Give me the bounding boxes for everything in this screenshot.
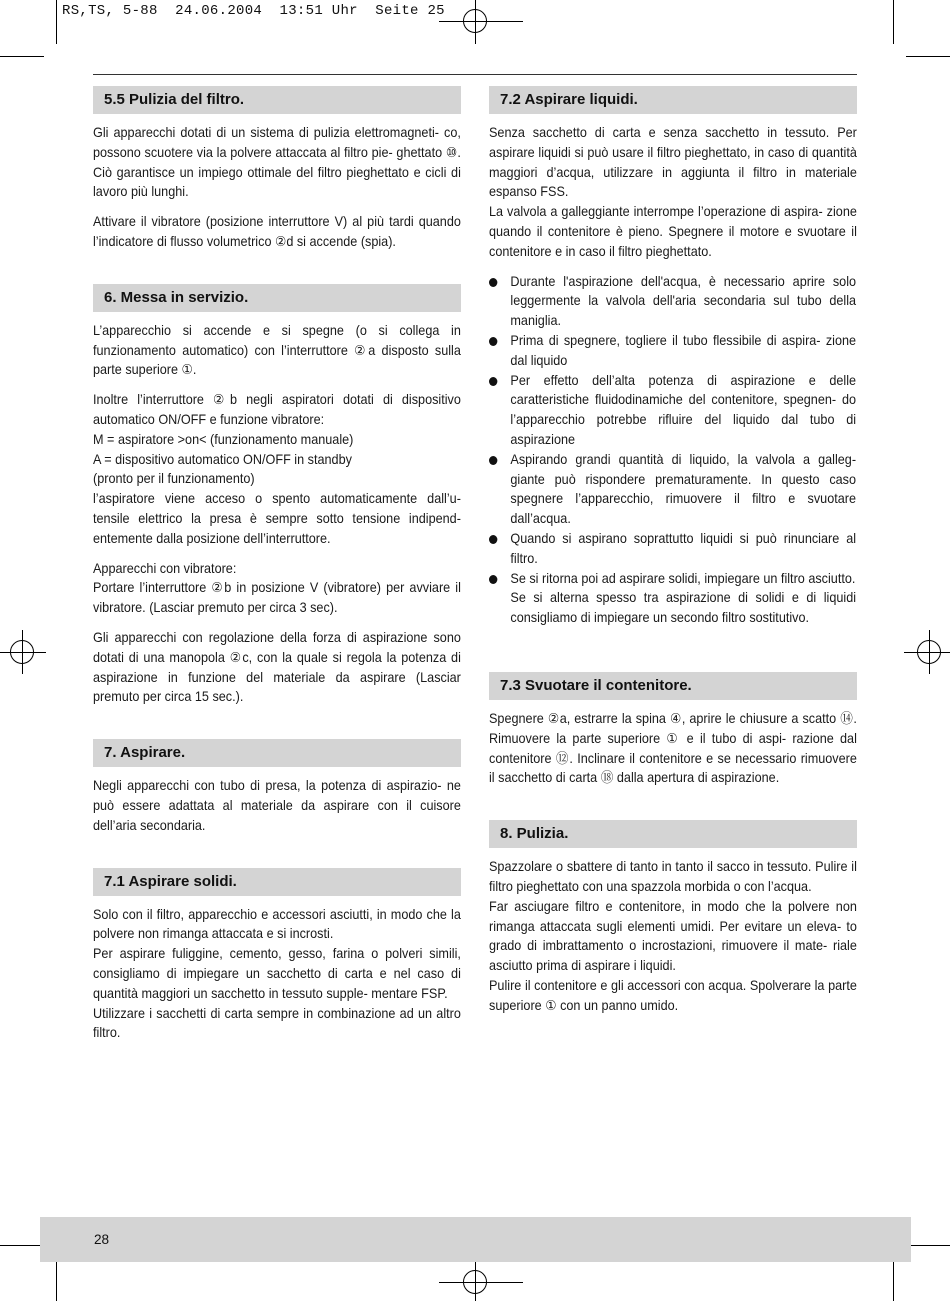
bullet-list [489,272,857,628]
bullet-icon [489,535,497,544]
paragraph-block [93,905,461,1044]
bullet-icon [489,456,497,465]
crop-mark-top-left-v [56,0,57,44]
crop-mark-top-right-v [893,0,894,44]
paragraph-block [489,123,857,262]
section-5-5 [93,86,461,252]
text-line: Spazzolare o sbattere di tanto in tanto il sacco in tessuto. Pulire il filtro pieghettato con una spazzola morbida o con l’acqua. [489,859,857,894]
section-heading: 6. Messa in servizio. [93,284,461,312]
crop-mark-bottom-right-v [893,1257,894,1301]
text-line: Solo con il filtro, apparecchio e accessori asciutti, in modo che la polvere non rimanga attaccata e si incrosti. [93,906,461,942]
crop-mark-bottom-left-v [56,1257,57,1301]
paragraph-block [93,390,461,548]
section-heading: 7. Aspirare. [93,739,461,767]
registration-line-bottom-v [475,1258,476,1301]
bullet-icon [489,377,497,386]
text-line: Inoltre l’interruttore ②b negli aspiratori dotati di dispositivo automatico ON/OFF e funzione vibratore: [93,392,461,427]
text-line: (pronto per il funzionamento) [93,471,255,487]
section-7-2 [489,86,857,628]
text-line: l’aspiratore viene acceso o spento automaticamente dall’u- tensile elettrico la presa è sempre sotto tensione indipend- entemente dalla posizione dell’interruttore. [93,491,461,546]
section-7 [93,739,461,835]
text-line: Pulire il contenitore e gli accessori con acqua. Spolverare la parte superiore ① con un panno umido. [489,977,857,1013]
paragraph: Negli apparecchi con tubo di presa, la potenza di aspirazio- ne può essere adattata al materiale da aspirare con il cuisore dell’aria secondaria. [93,778,461,833]
paragraph: L’apparecchio si accende e si spegne (o si collega in funzionamento automatico) con l’interruttore ②a disposto sulla parte superiore ①. [93,322,461,378]
crop-mark-top-right-h [906,56,950,57]
text-line: Apparecchi con vibratore: [93,560,237,576]
top-rule [93,74,857,75]
section-6 [93,284,461,707]
section-heading: 7.3 Svuotare il contenitore. [489,672,857,700]
text-line: M = aspiratore >on< (funzionamento manuale) [93,431,354,447]
registration-line-top-v [475,0,476,44]
paragraph: Spegnere ②a, estrarre la spina ④, aprire le chiusure a scatto ⑭. Rimuovere la parte superiore ① e il tubo di aspi- razione dal contenitore ⑫. Inclinare il contenitore e se necessario rimuovere il sacchetto di carta ⑱ dalla apertura di aspirazione. [489,710,857,786]
list-item: Durante l'aspirazione dell'acqua, è necessario aprire solo leggermente la valvola dell'aria secondaria sul tubo della maniglia. [489,272,856,331]
text-line: La valvola a galleggiante interrompe l’operazione di aspira- zione quando il contenitore è pieno. Spegnere il motore e svuotare il contenitore e in caso il filtro pieghettato. [489,204,857,259]
paragraph-block [489,857,857,1015]
registration-line-left-h [0,652,46,653]
registration-line-left-v [22,630,23,674]
text-line: Utilizzare i sacchetti di carta sempre in combinazione ad un altro filtro. [93,1005,461,1041]
text-line: Portare l’interruttore ②b in posizione V (vibratore) per avviare il vibratore. (Lasciar premuto per circa 3 sec). [93,580,461,616]
section-8 [489,820,857,1015]
text-line: Far asciugare filtro e contenitore, in modo che la polvere non rimanga attaccata sugli elementi umidi. Per evitare un eleva- to grado di imbrattamento o incrostazioni, rimuovere il mate- riale asciutto prima di aspirare i liquidi. [489,898,857,974]
registration-line-right-h [904,652,950,653]
section-heading: 8. Pulizia. [489,820,857,848]
text-line: Senza sacchetto di carta e senza sacchetto in tessuto. Per aspirare liquidi si può usare il filtro pieghettato, in caso di quantità maggiori d’acqua, utilizzare in aggiunta il filtro in materiale espanso FSS. [489,125,857,200]
crop-mark-bottom-left-h [0,1245,44,1246]
paragraph: Attivare il vibratore (posizione interruttore V) al più tardi quando l’indicatore di flusso volumetrico ②d si accende (spia). [93,214,461,249]
footer-band [40,1217,911,1262]
section-heading: 7.1 Aspirare solidi. [93,868,461,896]
page-number: 28 [94,1232,110,1247]
left-column [93,86,461,1053]
list-item: Aspirando grandi quantità di liquido, la valvola a galleg- giante può rispondere prematuramente. In questo caso spegnere l’apparecchio, rimuovere il filtro e svuotare dall’acqua. [489,450,856,529]
bullet-note: Se si alterna spesso tra aspirazione di solidi e di liquidi consigliamo di impiegare un secondo filtro sostitutivo. [510,590,857,626]
registration-line-right-v [929,630,930,674]
text-line: Per aspirare fuliggine, cemento, gesso, farina o polveri simili, consigliamo di impiegare un sacchetto di carta e nel caso di quantità maggiori un sacchetto in tessuto supple- mentare FSP. [93,946,461,1001]
crop-mark-top-left-h [0,56,44,57]
right-column [489,86,857,1025]
bullet-icon [489,337,497,346]
section-7-1 [93,868,461,1044]
section-7-3 [489,672,857,788]
list-item: Se si ritorna poi ad aspirare solidi, impiegare un filtro asciutto. Se si alterna spesso tra aspirazione di solidi e di liquidi consigliamo di impiegare un secondo filtro sostitutivo. [489,569,856,628]
section-heading: 5.5 Pulizia del filtro. [93,86,461,114]
paragraph: Gli apparecchi con regolazione della forza di aspirazione sono dotati di una manopola ②c, con la quale si regola la potenza di aspirazione in funzione del materiale da aspirare (Lasciar premuto per circa 15 sec.). [93,629,461,705]
print-header: RS,TS, 5-88 24.06.2004 13:51 Uhr Seite 25 [62,3,445,19]
bullet-icon [489,575,497,584]
text-line: A = dispositivo automatico ON/OFF in standby [93,451,352,467]
section-heading: 7.2 Aspirare liquidi. [489,86,857,114]
registration-line-bottom-h [439,1282,523,1283]
registration-line-top-h [439,21,523,22]
list-item: Per effetto dell’alta potenza di aspirazione e delle caratteristiche fluidodinamiche del contenitore, spegnen- do l’apparecchio potrebbe rifluire del liquido dal tubo di aspirazione [489,371,856,450]
list-item: Prima di spegnere, togliere il tubo flessibile di aspira- zione dal liquido [489,331,856,371]
crop-mark-bottom-right-h [906,1245,950,1246]
paragraph: Gli apparecchi dotati di un sistema di pulizia elettromagneti- co, possono scuotere via la polvere attaccata al filtro pie- ghettato ⑩. Ciò garantisce un impiego ottimale del filtro pieghettato e cicli di lavoro più lunghi. [93,125,461,200]
paragraph-block [93,559,461,618]
bullet-icon [489,278,497,287]
list-item: Quando si aspirano soprattutto liquidi si può rinunciare al filtro. [489,529,856,569]
